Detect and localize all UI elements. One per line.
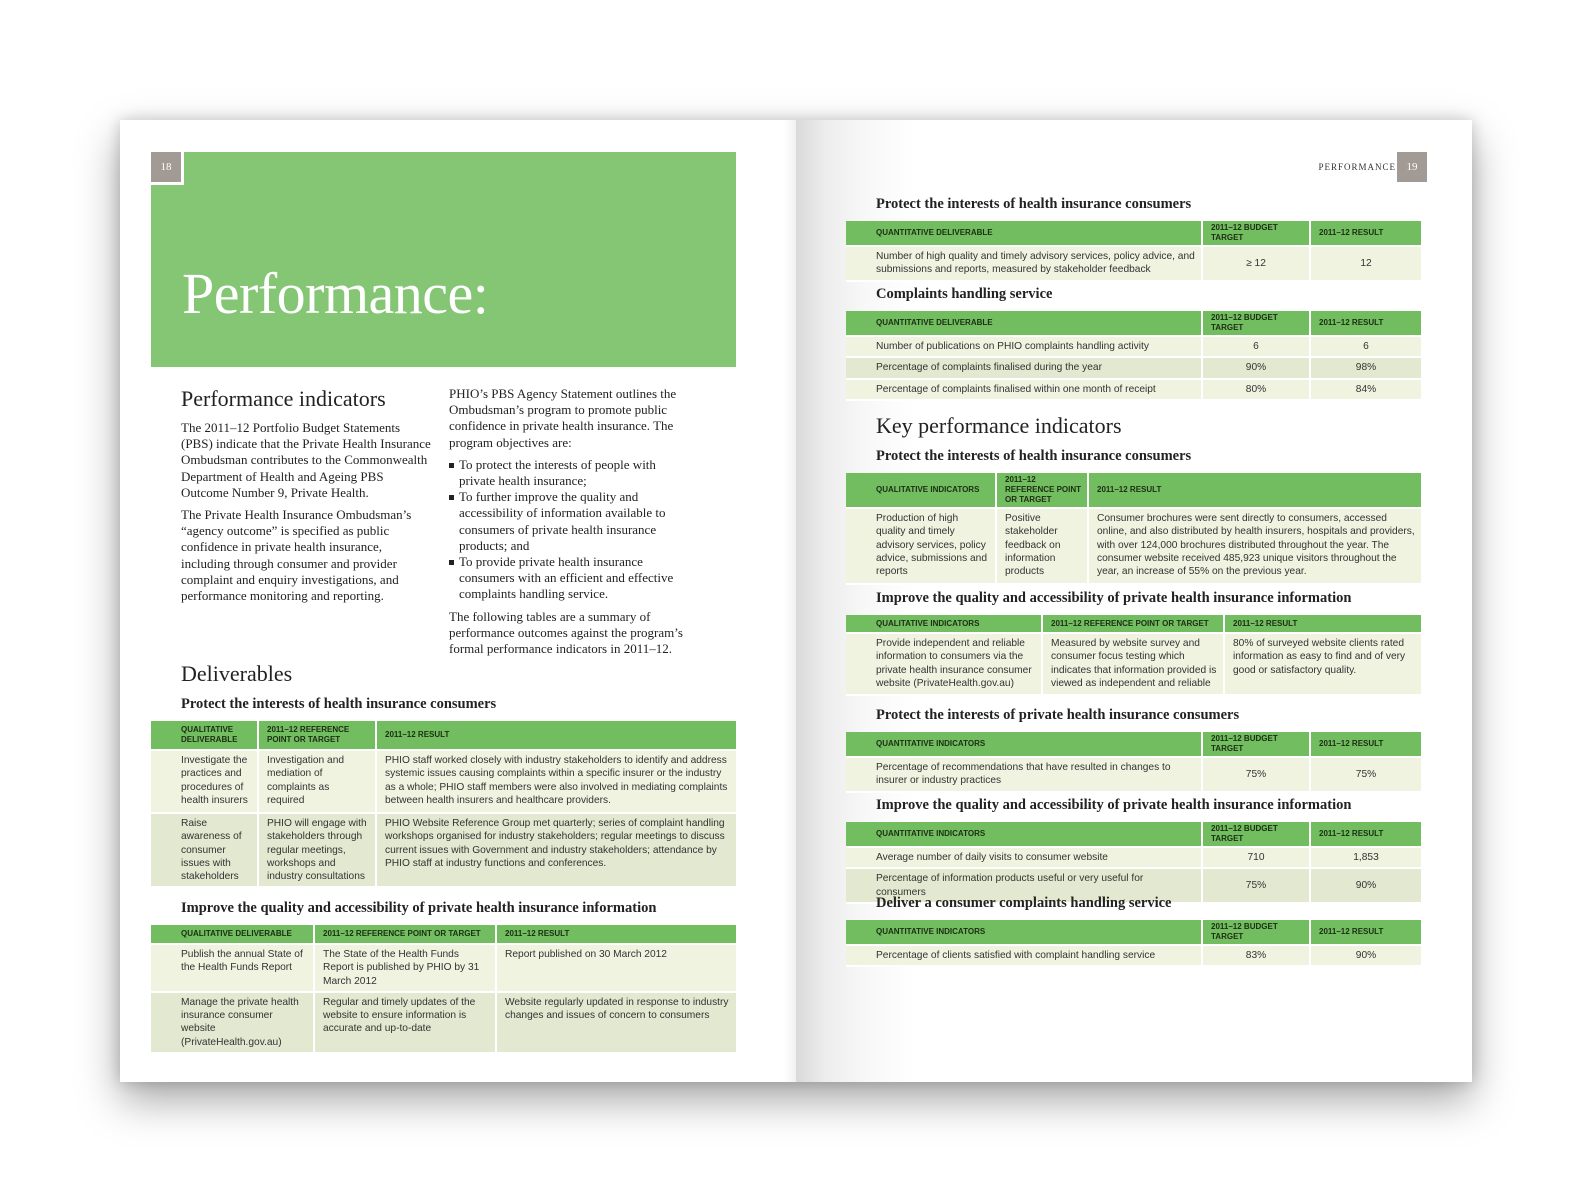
table-cell: Percentage of clients satisfied with complaint handling service	[846, 945, 1202, 966]
page-title: Performance:	[182, 261, 489, 326]
table-heading: Improve the quality and accessibility of private health insurance information	[876, 797, 1352, 813]
table-cell: 12	[1310, 246, 1421, 281]
table-row	[846, 757, 1421, 792]
kpi-table-5	[846, 732, 1421, 793]
table-cell: Number of publications on PHIO complaints handling activity	[846, 336, 1202, 357]
kpi-table-1	[846, 221, 1421, 282]
table-cell: Percentage of complaints finalised within one month of receipt	[846, 379, 1202, 400]
column-header: 2011–12 RESULT	[1310, 920, 1421, 945]
table-heading: Improve the quality and accessibility of private health insurance information	[181, 900, 657, 916]
spine-gutter	[784, 120, 796, 1082]
table-cell: Publish the annual State of the Health Funds Report	[151, 944, 314, 992]
table-cell: 90%	[1310, 868, 1421, 903]
table-cell: Provide independent and reliable information to consumers via the private health insurance consumer website (PrivateHealth.gov.au)	[846, 633, 1042, 695]
table-cell: 83%	[1202, 945, 1310, 966]
table-row	[846, 847, 1421, 868]
column-header: QUANTITATIVE DELIVERABLE	[846, 311, 1202, 336]
table-heading: Protect the interests of health insurance consumers	[876, 448, 1192, 464]
table-cell: Investigation and mediation of complaints as required	[258, 750, 376, 813]
kpi-table-4	[846, 615, 1421, 696]
table-cell: Positive stakeholder feedback on information products	[996, 508, 1088, 584]
table-row	[151, 944, 736, 992]
kpi-table-6	[846, 822, 1421, 904]
column-header: 2011–12 RESULT	[496, 925, 736, 944]
table-row	[846, 945, 1421, 966]
table-cell: 80% of surveyed website clients rated information as easy to find and of very good or satisfactory quality.	[1224, 633, 1421, 695]
left-page	[120, 120, 796, 1082]
table-cell: Manage the private health insurance consumer website (PrivateHealth.gov.au)	[151, 992, 314, 1053]
table-cell: PHIO will engage with stakeholders through regular meetings, workshops and industry consultations	[258, 813, 376, 887]
table-cell: 90%	[1202, 357, 1310, 378]
table-row	[151, 813, 736, 887]
paragraph: PHIO’s PBS Agency Statement outlines the Ombudsman’s program to promote public confidence in private health insurance. The program objectives are:	[449, 386, 677, 450]
list-item: To provide private health insurance consumers with an efficient and effective complaints handling service.	[449, 554, 689, 603]
column-header: QUANTITATIVE INDICATORS	[846, 822, 1202, 847]
column-header: QUALITATIVE DELIVERABLE	[151, 721, 258, 750]
column-header: 2011–12 BUDGET TARGET	[1202, 221, 1310, 246]
paragraph: The 2011–12 Portfolio Budget Statements (PBS) indicate that the Private Health Insurance Ombudsman contributes to the Commonwealth Department of Health and Ageing PBS Outcome Number 9, Private Health.	[181, 420, 431, 500]
table-cell: Measured by website survey and consumer focus testing which indicates that information provided is viewed as independent and reliable	[1042, 633, 1224, 695]
table-cell: Percentage of recommendations that have resulted in changes to insurer or industry practices	[846, 757, 1202, 792]
list-item: To further improve the quality and accessibility of information available to consumers of private health insurance products; and	[449, 489, 689, 554]
running-head: PERFORMANCE	[1318, 162, 1396, 172]
column-header: 2011–12 RESULT	[1310, 311, 1421, 336]
table-heading: Complaints handling service	[876, 286, 1053, 302]
intro-column-1	[181, 420, 431, 610]
table-cell: 1,853	[1310, 847, 1421, 868]
deliverables-table-2	[151, 925, 736, 1054]
column-header: 2011–12 REFERENCE POINT OR TARGET	[258, 721, 376, 750]
book-spread	[120, 120, 1472, 1082]
table-heading: Protect the interests of health insurance consumers	[181, 696, 497, 712]
table-cell: Average number of daily visits to consumer website	[846, 847, 1202, 868]
table-cell: Investigate the practices and procedures of health insurers	[151, 750, 258, 813]
table-heading: Protect the interests of private health insurance consumers	[876, 707, 1240, 723]
table-cell: PHIO staff worked closely with industry stakeholders to identify and address systemic issues causing complaints within a specific insurer or the industry as a whole; PHIO staff members were also involved in mediating complaints between health insurers and healthcare providers.	[376, 750, 736, 813]
table-cell: Number of high quality and timely advisory services, policy advice, and submissions and reports, measured by stakeholder feedback	[846, 246, 1202, 281]
column-header: 2011–12 REFERENCE POINT OR TARGET	[996, 473, 1088, 508]
table-row	[846, 357, 1421, 378]
table-cell: Regular and timely updates of the website to ensure information is accurate and up-to-date	[314, 992, 496, 1053]
table-row	[846, 336, 1421, 357]
table-heading: Deliver a consumer complaints handling service	[876, 895, 1172, 911]
objectives-list	[449, 457, 689, 603]
table-cell: The State of the Health Funds Report is published by PHIO by 31 March 2012	[314, 944, 496, 992]
column-header: 2011–12 REFERENCE POINT OR TARGET	[314, 925, 496, 944]
paragraph: The Private Health Insurance Ombudsman’s “agency outcome” is specified as public confidence in private health insurance, including through consumer and provider complaint and enquiry investigations, and performance monitoring and reporting.	[181, 507, 412, 604]
kpi-table-3	[846, 473, 1421, 585]
table-cell: Raise awareness of consumer issues with stakeholders	[151, 813, 258, 887]
list-item: To protect the interests of people with private health insurance;	[449, 457, 689, 489]
table-cell: Production of high quality and timely advisory services, policy advice, submissions and reports	[846, 508, 996, 584]
table-row	[151, 750, 736, 813]
column-header: 2011–12 RESULT	[1224, 615, 1421, 633]
table-cell: 80%	[1202, 379, 1310, 400]
table-cell: Report published on 30 March 2012	[496, 944, 736, 992]
column-header: QUANTITATIVE INDICATORS	[846, 732, 1202, 757]
table-heading: Protect the interests of health insurance consumers	[876, 196, 1192, 212]
column-header: 2011–12 RESULT	[1088, 473, 1421, 508]
column-header: QUALITATIVE INDICATORS	[846, 473, 996, 508]
column-header: 2011–12 RESULT	[1310, 822, 1421, 847]
right-page	[796, 120, 1472, 1082]
column-header: 2011–12 BUDGET TARGET	[1202, 822, 1310, 847]
column-header: QUANTITATIVE INDICATORS	[846, 920, 1202, 945]
table-row	[846, 379, 1421, 400]
table-cell: Percentage of information products useful or very useful for consumers	[846, 868, 1202, 903]
column-header: 2011–12 BUDGET TARGET	[1202, 311, 1310, 336]
table-cell: 6	[1202, 336, 1310, 357]
page-number-left: 18	[151, 152, 184, 185]
column-header: 2011–12 RESULT	[1310, 221, 1421, 246]
table-cell: 84%	[1310, 379, 1421, 400]
intro-column-2	[449, 386, 689, 663]
table-row	[846, 508, 1421, 584]
deliverables-heading: Deliverables	[181, 661, 293, 686]
table-cell: 75%	[1202, 757, 1310, 792]
table-cell: Website regularly updated in response to industry changes and issues of concern to consumers	[496, 992, 736, 1053]
performance-indicators-heading: Performance indicators	[181, 386, 386, 411]
deliverables-table-1	[151, 721, 736, 888]
paragraph: The following tables are a summary of performance outcomes against the program’s formal performance indicators in 2011–12.	[449, 608, 683, 657]
table-cell: 75%	[1202, 868, 1310, 903]
table-cell: 98%	[1310, 357, 1421, 378]
column-header: 2011–12 BUDGET TARGET	[1202, 732, 1310, 757]
table-row	[151, 992, 736, 1053]
column-header: QUALITATIVE DELIVERABLE	[151, 925, 314, 944]
table-cell: ≥ 12	[1202, 246, 1310, 281]
column-header: 2011–12 REFERENCE POINT OR TARGET	[1042, 615, 1224, 633]
column-header: 2011–12 BUDGET TARGET	[1202, 920, 1310, 945]
table-heading: Improve the quality and accessibility of private health insurance information	[876, 590, 1352, 606]
table-row	[846, 633, 1421, 695]
column-header: QUANTITATIVE DELIVERABLE	[846, 221, 1202, 246]
kpi-table-7	[846, 920, 1421, 967]
table-cell: 710	[1202, 847, 1310, 868]
kpi-heading: Key performance indicators	[876, 413, 1122, 438]
table-row	[846, 246, 1421, 281]
table-cell: Consumer brochures were sent directly to consumers, accessed online, and also distributed by health insurers, hospitals and providers, with over 124,000 brochures distributed throughout the year. The consumer website received 485,923 unique visitors throughout the year, an increase of 55% on the previous year.	[1088, 508, 1421, 584]
page-number-right: 19	[1397, 152, 1427, 182]
column-header: 2011–12 RESULT	[1310, 732, 1421, 757]
table-cell: 75%	[1310, 757, 1421, 792]
column-header: 2011–12 RESULT	[376, 721, 736, 750]
kpi-table-2	[846, 311, 1421, 401]
table-cell: 6	[1310, 336, 1421, 357]
table-cell: Percentage of complaints finalised during the year	[846, 357, 1202, 378]
table-cell: PHIO Website Reference Group met quarterly; series of complaint handling workshops organised for industry stakeholders; regular meetings to discuss current issues with Government and industry stakeholders; attendance by PHIO staff at industry functions and conferences.	[376, 813, 736, 887]
table-cell: 90%	[1310, 945, 1421, 966]
column-header: QUALITATIVE INDICATORS	[846, 615, 1042, 633]
